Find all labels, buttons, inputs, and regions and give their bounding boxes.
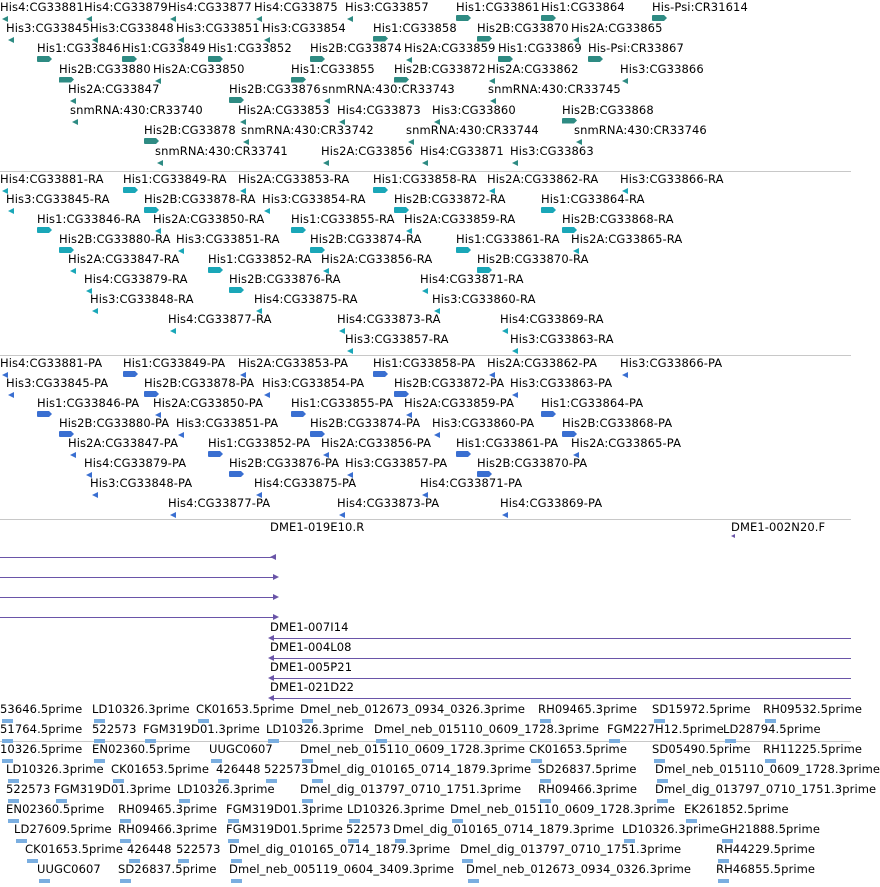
clone-label: DME1-005P21 [270,660,353,674]
est-feature-label: LD10326.3prime [622,822,720,836]
est-feature-label: Dmel_neb_012673_0934_0326.3prime [466,862,692,876]
rna-feature-label: His2B:CG33868-RA [562,212,674,226]
rna-feature-label: His3:CG33866-RA [620,172,724,186]
genes-feature-label: His1:CG33858 [373,20,457,35]
est-feature-label: SD05490.5prime [652,742,751,756]
est-feature-label: Dmel_neb_015110_0609_1728.3prime [450,802,676,816]
rna-feature-label: His1:CG33864-RA [541,192,645,206]
est-feature-label: RH09466.3prime [538,782,638,796]
clone-span-line[interactable] [0,597,274,598]
rna-feature-label: His4:CG33881-RA [0,172,104,186]
cds-feature-label: His2A:CG33856-PA [321,436,432,450]
est-feature-label: RH46855.5prime [716,862,816,876]
strand-left-icon [72,119,78,125]
cds-feature-label: His2A:CG33853-PA [238,356,349,370]
rna-feature-label: His3:CG33854-RA [262,192,366,206]
genes-feature-label: His3:CG33860 [432,102,516,117]
cds-feature-label: His1:CG33852-PA [208,436,311,450]
cds-feature-label: His3:CG33860-PA [432,416,535,430]
est-feature-label: 522573 [6,782,51,796]
cds-feature-label: His1:CG33846-PA [37,396,140,410]
cds-feature-label: His3:CG33863-PA [510,376,613,390]
strand-right-icon [291,227,306,233]
est-block-icon [231,879,242,883]
clone-span-line[interactable] [0,557,272,558]
est-feature-label: 51764.5prime [0,722,83,736]
est-feature-label: LD27609.5prime [14,822,112,836]
genes-feature-label: His2B:CG33868 [562,102,654,117]
cds-feature-label: His2B:CG33880-PA [59,416,170,430]
strand-left-icon [92,308,98,314]
est-feature-label: LD10326.3prime [266,722,364,736]
est-feature-label: 522573 [346,822,391,836]
rna-feature-label: His3:CG33845-RA [6,192,110,206]
est-block-icon [718,879,729,883]
cds-feature-label: His4:CG33877-PA [168,496,271,510]
protein-track [0,356,851,518]
rna-feature-label: His2B:CG33872-RA [394,192,506,206]
strand-left-icon [8,37,14,43]
strand-left-icon [157,160,163,166]
strand-left-icon [422,288,428,294]
strand-right-icon [456,451,471,457]
rna-feature-label: His1:CG33861-RA [456,232,560,246]
est-feature-label: 53646.5prime [0,702,83,716]
est-block-icon [120,879,131,883]
rna-feature-label: His2A:CG33847-RA [68,252,180,266]
genes-feature-label: snmRNA:430:CR33745 [488,82,621,96]
genes-feature-label: His1:CG33855 [291,61,375,76]
genes-feature-label: His2B:CG33878 [144,123,236,137]
genes-feature-label: His1:CG33869 [498,41,582,55]
cds-feature-label: His2B:CG33870-PA [477,456,588,470]
rna-feature-label: His3:CG33851-RA [176,232,280,246]
cds-feature-label: His2A:CG33859-PA [404,396,515,410]
genes-feature-label: His2B:CG33870 [477,20,569,35]
genes-feature-label: His-Psi:CR33867 [588,41,684,55]
cds-feature-label: His2A:CG33862-PA [487,356,598,370]
genes-feature-label: His4:CG33879 [84,0,168,14]
rna-feature-label: His2A:CG33850-RA [153,212,265,226]
est-feature-label: EN02360.5prime [92,742,191,756]
genes-feature-label: His2A:CG33862 [487,61,579,76]
strand-left-icon [92,492,98,498]
est-feature-label: CK01653.5prime [111,762,210,776]
genes-feature-label: snmRNA:430:CR33741 [155,143,288,158]
cds-feature-label: His1:CG33849-PA [123,356,226,370]
genes-feature-label: His2A:CG33859 [404,41,496,55]
rna-feature-label: His2A:CG33862-RA [487,172,599,186]
est-feature-label: 426448 [127,842,172,856]
strand-right-icon [456,15,471,21]
strand-left-icon [434,432,440,438]
genes-feature-label: His2A:CG33847 [68,82,160,96]
genes-feature-label: His1:CG33849 [122,41,206,55]
cds-feature-label: His2A:CG33847-PA [68,436,179,450]
strand-right-icon [37,56,52,62]
est-feature-label: SD15972.5prime [652,702,751,716]
est-feature-label: SD26837.5prime [538,762,637,776]
rna-feature-label: His3:CG33863-RA [510,332,614,346]
transcript-track [0,172,851,354]
clone-track [0,520,851,702]
genes-feature-label: His2A:CG33865 [571,20,663,35]
genes-feature-label: His4:CG33881 [0,0,84,14]
strand-left-icon [512,160,518,166]
strand-right-icon [541,411,556,417]
strand-left-icon [170,512,176,518]
genes-feature-label: His2A:CG33850 [153,61,245,76]
rna-feature-label: His4:CG33879-RA [84,272,188,286]
est-feature-label: Dmel_dig_010165_0714_1879.3prime [229,842,451,856]
est-feature-label: 522573 [92,722,137,736]
clone-label: DME1-007I14 [270,620,349,634]
genes-feature-label: His-Psi:CR31614 [652,0,748,14]
strand-left-icon [622,78,628,84]
est-feature-label: CK01653.5prime [25,842,124,856]
genes-feature-label: His2B:CG33872 [394,61,486,76]
est-feature-label: RH09532.5prime [763,702,863,716]
cds-feature-label: His1:CG33855-PA [291,396,394,410]
est-feature-label: GH21888.5prime [720,822,821,836]
clone-span-line[interactable] [270,698,851,699]
strand-left-icon [170,328,176,334]
strand-left-icon [8,208,14,214]
rna-feature-label: His1:CG33852-RA [208,252,312,266]
genes-feature-label: His4:CG33875 [254,0,338,14]
cds-feature-label: His3:CG33866-PA [620,356,723,370]
gene-track [0,0,851,170]
strand-right-icon [541,207,556,213]
rna-feature-label: His1:CG33858-RA [373,172,477,186]
rna-feature-label: His4:CG33877-RA [168,312,272,326]
est-feature-label: Dmel_neb_015110_0609_1728.3prime [374,722,600,736]
est-feature-label: Dmel_neb_005119_0604_3409.3prime [229,862,455,876]
rna-feature-label: His2B:CG33876-RA [229,272,341,286]
rna-feature-label: His2B:CG33878-RA [144,192,256,206]
strand-left-icon [264,208,270,214]
est-feature-label: Dmel_neb_015110_0609_1728.3prime [300,742,526,756]
est-feature-label: RH09465.3prime [118,802,218,816]
strand-right-icon [229,287,244,293]
strand-left-icon [8,392,14,398]
rna-feature-label: His1:CG33855-RA [291,212,395,226]
est-feature-label: FGM227H12.5prime [607,722,724,736]
strand-right-icon [208,451,223,457]
clone-span-line[interactable] [0,617,274,618]
strand-right-icon [291,411,306,417]
rna-feature-label: His1:CG33849-RA [123,172,227,186]
est-feature-label: 522573 [264,762,309,776]
cds-feature-label: His2B:CG33874-PA [310,416,421,430]
rna-feature-label: His4:CG33869-RA [500,312,604,326]
est-feature-label: EK261852.5prime [684,802,789,816]
genes-feature-label: snmRNA:430:CR33742 [241,123,374,137]
est-feature-label: Dmel_neb_012673_0934_0326.3prime [300,702,526,716]
strand-right-icon [37,227,52,233]
strand-right-icon [37,411,52,417]
strand-right-icon [373,371,388,377]
rna-feature-label: His3:CG33857-RA [345,332,449,346]
cds-feature-label: His3:CG33845-PA [6,376,109,390]
genes-feature-label: His3:CG33866 [620,61,704,76]
rna-feature-label: His2A:CG33865-RA [571,232,683,246]
est-feature-label: UUGC0607 [37,862,101,876]
est-feature-label: 426448 [216,762,261,776]
genes-feature-label: His2B:CG33874 [310,41,402,55]
strand-left-icon [323,160,329,166]
est-feature-label: FGM319D01.3prime [54,782,171,796]
cds-feature-label: His3:CG33848-PA [90,476,193,490]
est-feature-label: SD26837.5prime [118,862,217,876]
est-feature-label: CK01653.5prime [196,702,295,716]
est-feature-label: UUGC0607 [209,742,273,756]
cds-feature-label: His4:CG33869-PA [500,496,603,510]
est-feature-label: RH44229.5prime [716,842,816,856]
clone-arrow-right-icon[interactable] [273,594,279,600]
clone-label: DME1-019E10.R [270,520,365,534]
est-feature-label: LD10326.3prime [92,702,190,716]
est-track [0,702,880,887]
strand-left-icon [347,16,353,22]
clone-label: DME1-004L08 [270,640,352,654]
clone-label: DME1-021D22 [270,680,355,694]
strand-right-icon [588,56,603,62]
rna-feature-label: His2B:CG33880-RA [59,232,171,246]
rna-feature-label: His4:CG33875-RA [254,292,358,306]
cds-feature-label: His1:CG33858-PA [373,356,476,370]
strand-right-icon [456,247,471,253]
est-feature-label: RH11225.5prime [763,742,863,756]
est-feature-label: FGM319D01.3prime [226,802,343,816]
cds-feature-label: His4:CG33873-PA [337,496,440,510]
est-feature-label: Dmel_dig_013797_0710_1751.3prime [460,842,682,856]
strand-left-icon [422,160,428,166]
est-feature-label: Dmel_dig_010165_0714_1879.3prime [310,762,532,776]
genes-feature-label: His3:CG33863 [510,143,594,158]
strand-left-icon [339,512,345,518]
est-feature-label: LD10326.3prime [347,802,445,816]
genes-feature-label: His1:CG33861 [456,0,540,14]
est-feature-label: RH09465.3prime [538,702,638,716]
genes-feature-label: His2B:CG33876 [229,82,321,96]
strand-left-icon [264,392,270,398]
clone-span-line[interactable] [0,577,274,578]
cds-feature-label: His3:CG33851-PA [176,416,279,430]
est-feature-label: LD28794.5prime [723,722,821,736]
strand-left-icon [347,348,353,354]
est-feature-label: EN02360.5prime [6,802,105,816]
cds-feature-label: His2B:CG33876-PA [229,456,340,470]
est-feature-label: 10326.5prime [0,742,83,756]
strand-left-icon [502,328,508,334]
genes-feature-label: His1:CG33846 [37,41,121,55]
strand-right-icon [208,267,223,273]
rna-feature-label: His3:CG33860-RA [432,292,536,306]
cds-feature-label: His2B:CG33878-PA [144,376,255,390]
genes-feature-label: snmRNA:430:CR33740 [70,102,203,117]
strand-left-icon [70,452,76,458]
genes-feature-label: His1:CG33852 [208,41,292,55]
clone-arrow-left-icon[interactable] [731,534,735,538]
strand-right-icon [229,471,244,477]
genes-feature-label: His1:CG33864 [541,0,625,14]
clone-span-line[interactable] [270,638,851,639]
est-block-icon [39,879,50,883]
cds-feature-label: His2B:CG33872-PA [394,376,505,390]
strand-left-icon [70,268,76,274]
cds-feature-label: His4:CG33875-PA [254,476,357,490]
rna-feature-label: His1:CG33846-RA [37,212,141,226]
rna-feature-label: His4:CG33871-RA [420,272,524,286]
cds-feature-label: His2A:CG33865-PA [571,436,682,450]
genes-feature-label: His3:CG33854 [262,20,346,35]
cds-feature-label: His2A:CG33850-PA [153,396,264,410]
rna-feature-label: His2A:CG33859-RA [404,212,516,226]
genes-feature-label: His3:CG33851 [176,20,260,35]
clone-span-line[interactable] [270,678,851,679]
est-feature-label: LD10326.3prime [177,782,275,796]
est-feature-label: CK01653.5prime [529,742,628,756]
genes-feature-label: His2A:CG33856 [321,143,413,158]
clone-arrow-left-icon[interactable] [268,695,274,701]
genes-feature-label: His3:CG33845 [6,20,90,35]
strand-left-icon [502,512,508,518]
rna-feature-label: His3:CG33848-RA [90,292,194,306]
est-block-icon [468,879,479,883]
strand-right-icon [373,187,388,193]
est-feature-label: Dmel_dig_013797_0710_1751.3prime [655,782,877,796]
est-feature-label: FGM319D01.5prime [226,822,343,836]
rna-feature-label: His2A:CG33856-RA [321,252,433,266]
est-feature-label: 522573 [176,842,221,856]
cds-feature-label: His3:CG33854-PA [262,376,365,390]
est-feature-label: Dmel_neb_015110_0609_1728.3prime [655,762,880,776]
clone-arrow-right-icon[interactable] [273,574,279,580]
est-feature-label: Dmel_dig_010165_0714_1879.3prime [393,822,615,836]
cds-feature-label: His1:CG33864-PA [541,396,644,410]
est-feature-label: Dmel_dig_013797_0710_1751.3prime [300,782,522,796]
genes-feature-label: His3:CG33857 [345,0,429,14]
rna-feature-label: His2B:CG33870-RA [477,252,589,266]
cds-feature-label: His4:CG33881-PA [0,356,103,370]
cds-feature-label: His2B:CG33868-PA [562,416,673,430]
est-feature-label: LD10326.3prime [6,762,104,776]
genes-feature-label: snmRNA:430:CR33746 [574,123,707,137]
est-feature-label: RH09466.3prime [118,822,218,836]
genes-feature-label: His2B:CG33880 [59,61,151,76]
genes-feature-label: His4:CG33871 [420,143,504,158]
cds-feature-label: His4:CG33879-PA [84,456,187,470]
genes-feature-label: His3:CG33848 [90,20,174,35]
rna-feature-label: His2B:CG33874-RA [310,232,422,246]
strand-right-icon [123,371,138,377]
genes-feature-label: His2A:CG33853 [238,102,330,117]
rna-feature-label: His2A:CG33853-RA [238,172,350,186]
rna-feature-label: His4:CG33873-RA [337,312,441,326]
strand-right-icon [123,187,138,193]
cds-feature-label: His1:CG33861-PA [456,436,559,450]
cds-feature-label: His4:CG33871-PA [420,476,523,490]
genes-feature-label: snmRNA:430:CR33744 [406,123,539,137]
strand-left-icon [512,348,518,354]
clone-label: DME1-002N20.F [731,520,826,534]
genes-feature-label: His4:CG33877 [168,0,252,14]
cds-feature-label: His3:CG33857-PA [345,456,448,470]
strand-left-icon [178,432,184,438]
clone-span-line[interactable] [270,658,851,659]
genes-feature-label: His4:CG33873 [337,102,421,117]
est-feature-label: FGM319D01.3prime [143,722,260,736]
strand-left-icon [622,372,628,378]
genes-feature-label: snmRNA:430:CR33743 [322,82,455,96]
